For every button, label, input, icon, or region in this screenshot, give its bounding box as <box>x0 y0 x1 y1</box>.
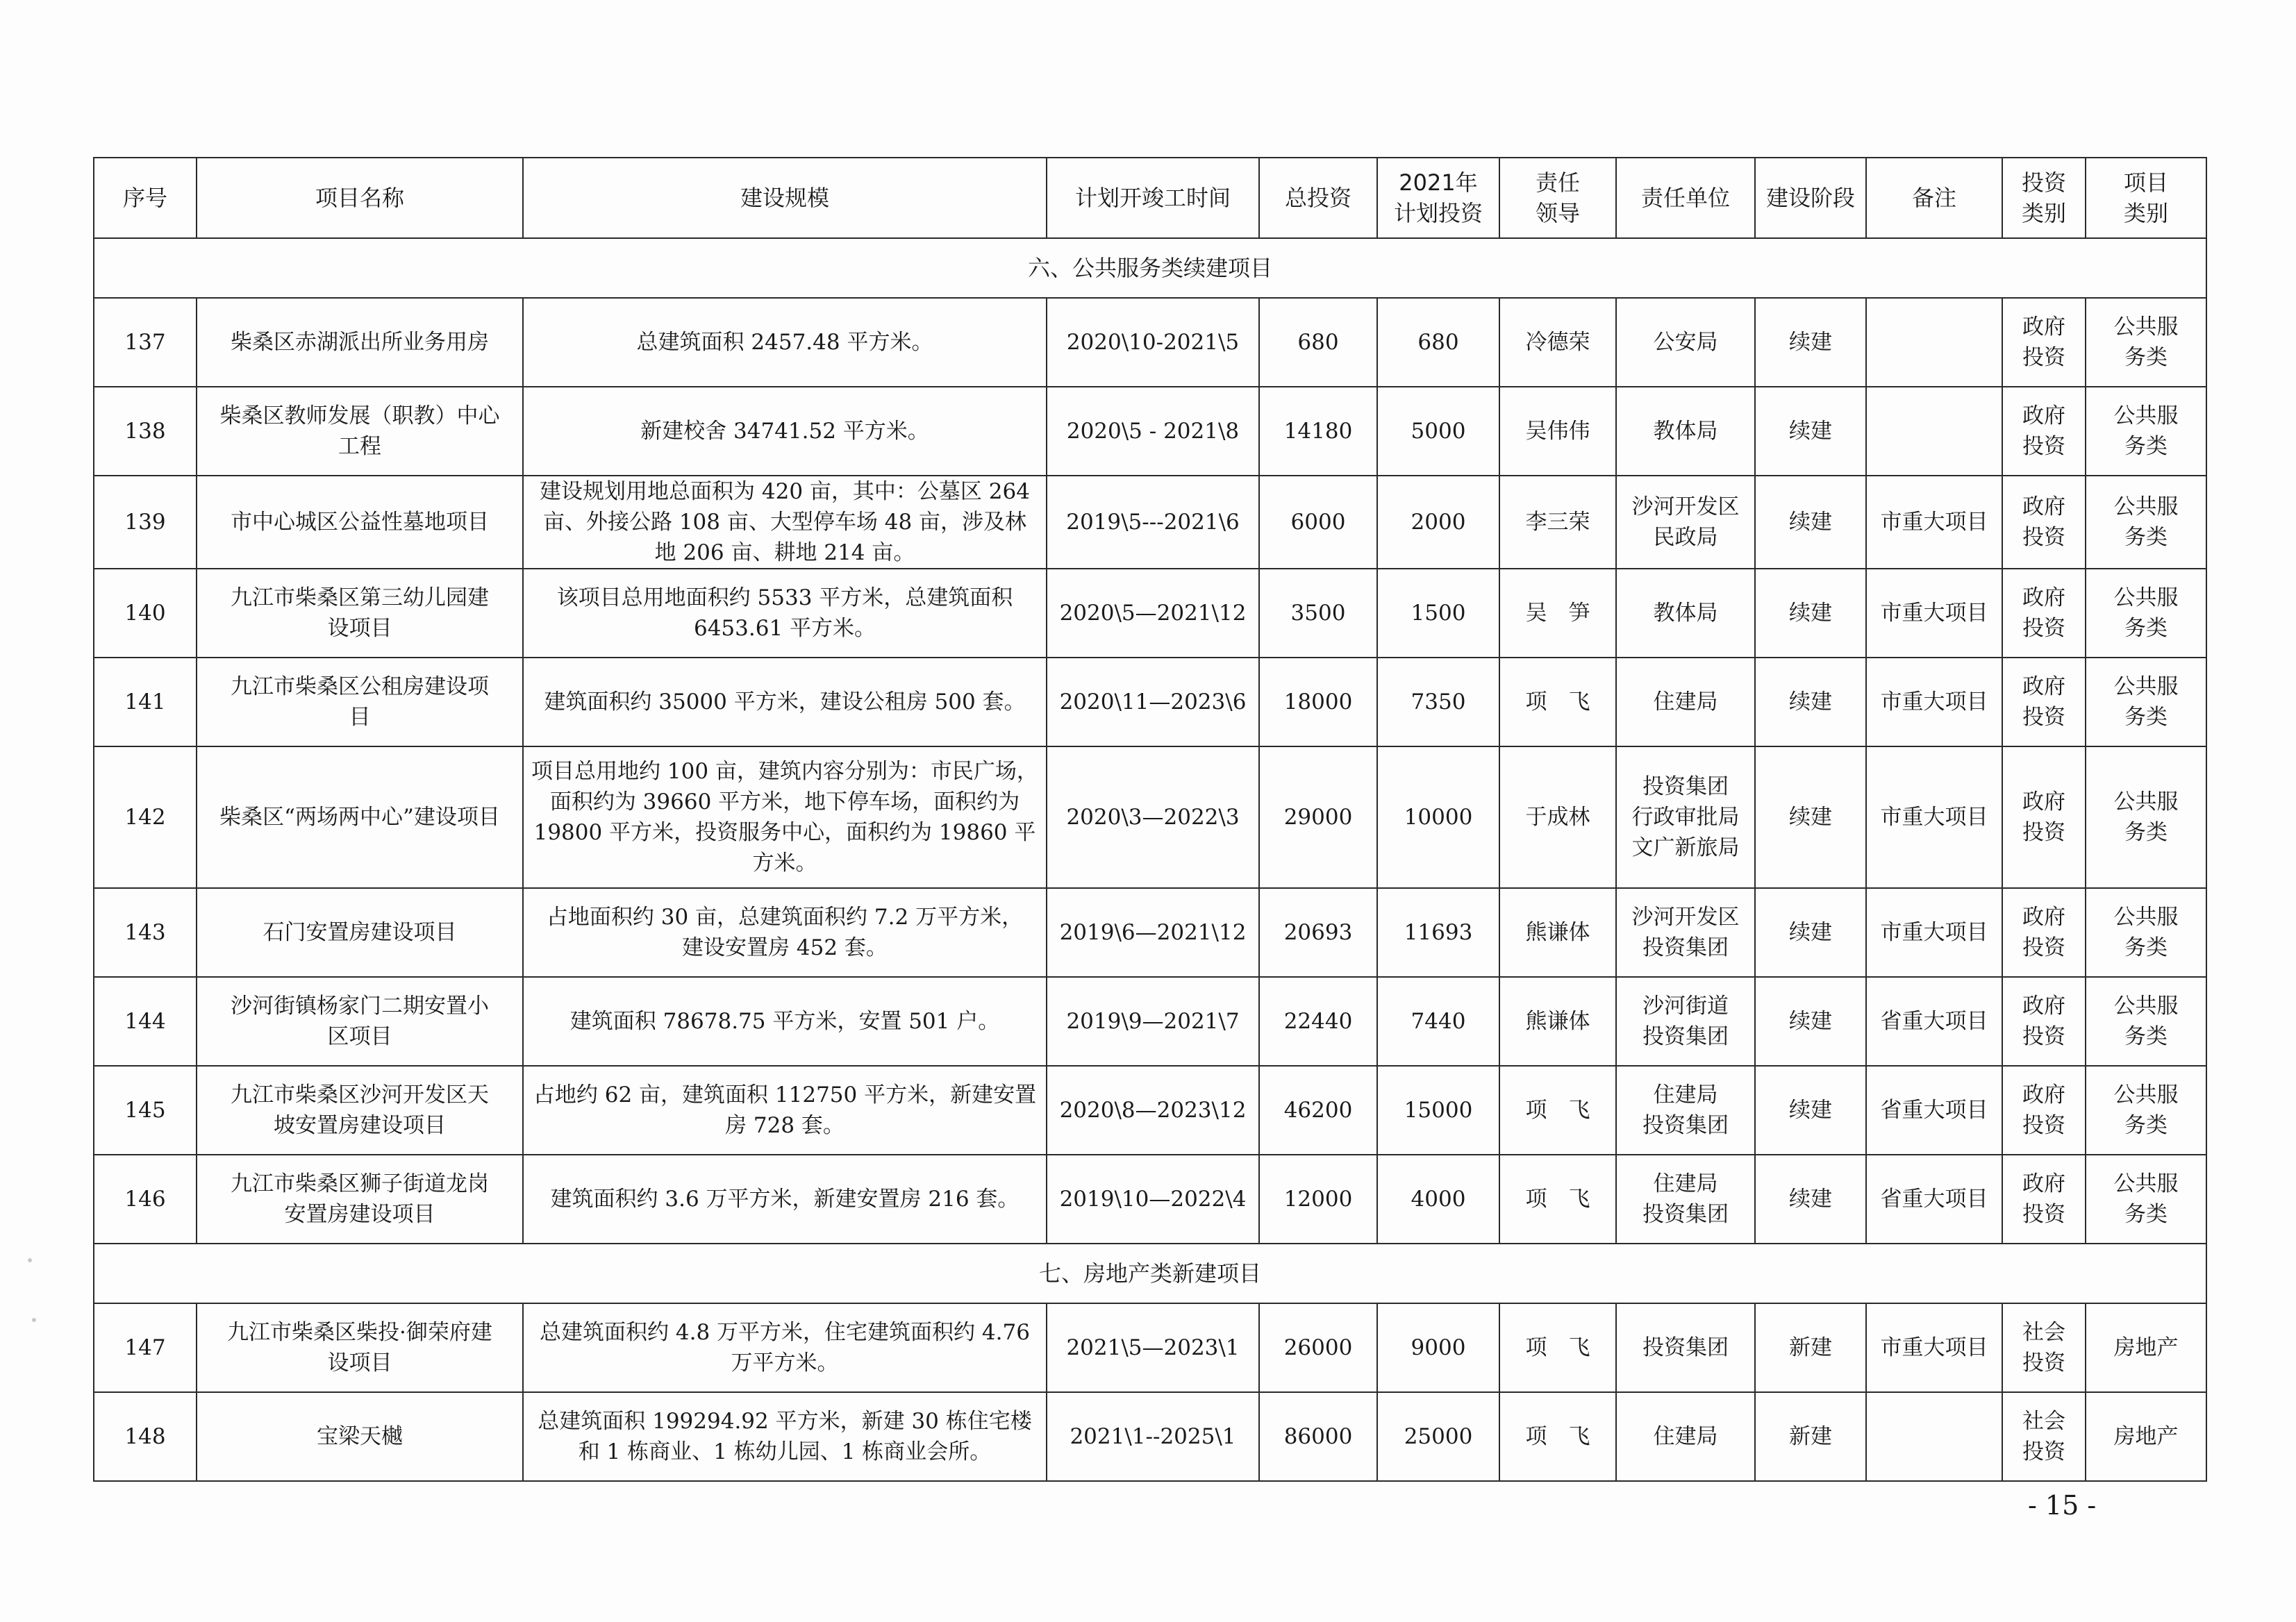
responsible-unit: 公安局 <box>1616 298 1755 387</box>
total-investment: 14180 <box>1259 387 1377 476</box>
responsible-unit: 教体局 <box>1616 569 1755 658</box>
total-investment: 18000 <box>1259 658 1377 746</box>
remark: 省重大项目 <box>1866 1066 2002 1155</box>
table-row <box>94 1392 2206 1481</box>
table-row <box>94 1155 2206 1244</box>
investment-type: 政府 投资 <box>2002 569 2086 658</box>
construction-stage: 续建 <box>1755 746 1866 888</box>
column-header: 备注 <box>1866 158 2002 238</box>
remark <box>1866 1392 2002 1481</box>
construction-stage: 续建 <box>1755 658 1866 746</box>
row-number: 143 <box>94 888 197 977</box>
total-investment: 46200 <box>1259 1066 1377 1155</box>
responsible-leader: 于成林 <box>1499 746 1616 888</box>
investment-type: 政府 投资 <box>2002 476 2086 569</box>
project-type: 房地产 <box>2086 1392 2206 1481</box>
schedule: 2020\5—2021\12 <box>1047 569 1259 658</box>
responsible-unit: 住建局 <box>1616 1392 1755 1481</box>
row-number: 147 <box>94 1303 197 1392</box>
row-number: 138 <box>94 387 197 476</box>
project-name: 沙河街镇杨家门二期安置小 区项目 <box>197 977 523 1066</box>
responsible-unit: 沙河开发区 投资集团 <box>1616 888 1755 977</box>
project-name: 柴桑区“两场两中心”建设项目 <box>197 746 523 888</box>
responsible-unit: 投资集团 行政审批局 文广新旅局 <box>1616 746 1755 888</box>
project-type: 公共服 务类 <box>2086 977 2206 1066</box>
plan-2021: 680 <box>1377 298 1499 387</box>
plan-2021: 2000 <box>1377 476 1499 569</box>
project-name: 柴桑区教师发展（职教）中心 工程 <box>197 387 523 476</box>
construction-scale: 总建筑面积约 4.8 万平方米，住宅建筑面积约 4.76 万平方米。 <box>523 1303 1047 1392</box>
investment-type: 政府 投资 <box>2002 658 2086 746</box>
column-header: 总投资 <box>1259 158 1377 238</box>
remark <box>1866 387 2002 476</box>
plan-2021: 7440 <box>1377 977 1499 1066</box>
remark: 市重大项目 <box>1866 569 2002 658</box>
row-number: 148 <box>94 1392 197 1481</box>
plan-2021: 25000 <box>1377 1392 1499 1481</box>
remark: 市重大项目 <box>1866 888 2002 977</box>
row-number: 146 <box>94 1155 197 1244</box>
project-type: 公共服 务类 <box>2086 569 2206 658</box>
construction-stage: 续建 <box>1755 1155 1866 1244</box>
table-row <box>94 476 2206 569</box>
investment-type: 社会 投资 <box>2002 1303 2086 1392</box>
scan-speck <box>28 1258 32 1262</box>
construction-stage: 续建 <box>1755 476 1866 569</box>
row-number: 140 <box>94 569 197 658</box>
table-row <box>94 658 2206 746</box>
project-name: 柴桑区赤湖派出所业务用房 <box>197 298 523 387</box>
responsible-leader: 熊谦体 <box>1499 977 1616 1066</box>
remark: 省重大项目 <box>1866 1155 2002 1244</box>
schedule: 2020\3—2022\3 <box>1047 746 1259 888</box>
section-row <box>94 1244 2206 1303</box>
table-row <box>94 888 2206 977</box>
plan-2021: 4000 <box>1377 1155 1499 1244</box>
column-header: 责任 领导 <box>1499 158 1616 238</box>
schedule: 2019\10—2022\4 <box>1047 1155 1259 1244</box>
row-number: 144 <box>94 977 197 1066</box>
section-title: 七、房地产类新建项目 <box>94 1244 2206 1303</box>
investment-type: 社会 投资 <box>2002 1392 2086 1481</box>
schedule: 2020\5 - 2021\8 <box>1047 387 1259 476</box>
table-row <box>94 387 2206 476</box>
responsible-unit: 投资集团 <box>1616 1303 1755 1392</box>
table-row <box>94 298 2206 387</box>
plan-2021: 10000 <box>1377 746 1499 888</box>
responsible-unit: 教体局 <box>1616 387 1755 476</box>
total-investment: 12000 <box>1259 1155 1377 1244</box>
construction-stage: 续建 <box>1755 298 1866 387</box>
plan-2021: 1500 <box>1377 569 1499 658</box>
responsible-leader: 熊谦体 <box>1499 888 1616 977</box>
total-investment: 29000 <box>1259 746 1377 888</box>
project-name: 九江市柴桑区第三幼儿园建 设项目 <box>197 569 523 658</box>
schedule: 2021\1--2025\1 <box>1047 1392 1259 1481</box>
responsible-leader: 项 飞 <box>1499 1303 1616 1392</box>
construction-scale: 建筑面积约 3.6 万平方米，新建安置房 216 套。 <box>523 1155 1047 1244</box>
row-number: 137 <box>94 298 197 387</box>
section-title: 六、公共服务类续建项目 <box>94 238 2206 298</box>
remark: 市重大项目 <box>1866 746 2002 888</box>
total-investment: 20693 <box>1259 888 1377 977</box>
remark: 市重大项目 <box>1866 1303 2002 1392</box>
column-header: 项目名称 <box>197 158 523 238</box>
column-header: 计划开竣工时间 <box>1047 158 1259 238</box>
column-header: 建设阶段 <box>1755 158 1866 238</box>
page-number: - 15 - <box>2028 1490 2097 1521</box>
investment-type: 政府 投资 <box>2002 746 2086 888</box>
responsible-leader: 项 飞 <box>1499 658 1616 746</box>
plan-2021: 5000 <box>1377 387 1499 476</box>
construction-stage: 续建 <box>1755 387 1866 476</box>
section-row <box>94 238 2206 298</box>
construction-scale: 占地约 62 亩，建筑面积 112750 平方米，新建安置 房 728 套。 <box>523 1066 1047 1155</box>
remark: 市重大项目 <box>1866 658 2002 746</box>
remark <box>1866 298 2002 387</box>
column-header: 项目 类别 <box>2086 158 2206 238</box>
responsible-unit: 住建局 投资集团 <box>1616 1066 1755 1155</box>
project-name: 市中心城区公益性墓地项目 <box>197 476 523 569</box>
responsible-leader: 项 飞 <box>1499 1066 1616 1155</box>
row-number: 141 <box>94 658 197 746</box>
construction-stage: 新建 <box>1755 1392 1866 1481</box>
construction-scale: 建筑面积约 35000 平方米，建设公租房 500 套。 <box>523 658 1047 746</box>
plan-2021: 15000 <box>1377 1066 1499 1155</box>
scan-speck <box>32 1318 36 1322</box>
column-header: 投资 类别 <box>2002 158 2086 238</box>
total-investment: 86000 <box>1259 1392 1377 1481</box>
schedule: 2020\10-2021\5 <box>1047 298 1259 387</box>
construction-scale: 该项目总用地面积约 5533 平方米，总建筑面积 6453.61 平方米。 <box>523 569 1047 658</box>
responsible-leader: 李三荣 <box>1499 476 1616 569</box>
construction-scale: 新建校舍 34741.52 平方米。 <box>523 387 1047 476</box>
responsible-leader: 吴伟伟 <box>1499 387 1616 476</box>
investment-type: 政府 投资 <box>2002 888 2086 977</box>
schedule: 2019\9—2021\7 <box>1047 977 1259 1066</box>
table-header-row <box>94 158 2206 238</box>
construction-stage: 续建 <box>1755 977 1866 1066</box>
investment-type: 政府 投资 <box>2002 387 2086 476</box>
construction-scale: 总建筑面积 199294.92 平方米，新建 30 栋住宅楼 和 1 栋商业、1 栋幼儿园、1 栋商业会所。 <box>523 1392 1047 1481</box>
column-header: 2021年 计划投资 <box>1377 158 1499 238</box>
row-number: 142 <box>94 746 197 888</box>
project-type: 公共服 务类 <box>2086 746 2206 888</box>
construction-scale: 总建筑面积 2457.48 平方米。 <box>523 298 1047 387</box>
project-name: 宝梁天樾 <box>197 1392 523 1481</box>
project-type: 公共服 务类 <box>2086 387 2206 476</box>
responsible-unit: 住建局 投资集团 <box>1616 1155 1755 1244</box>
project-type: 公共服 务类 <box>2086 1066 2206 1155</box>
construction-scale: 占地面积约 30 亩，总建筑面积约 7.2 万平方米， 建设安置房 452 套。 <box>523 888 1047 977</box>
plan-2021: 7350 <box>1377 658 1499 746</box>
responsible-unit: 住建局 <box>1616 658 1755 746</box>
total-investment: 680 <box>1259 298 1377 387</box>
responsible-unit: 沙河街道 投资集团 <box>1616 977 1755 1066</box>
project-name: 九江市柴桑区柴投·御荣府建 设项目 <box>197 1303 523 1392</box>
construction-stage: 新建 <box>1755 1303 1866 1392</box>
responsible-leader: 项 飞 <box>1499 1155 1616 1244</box>
schedule: 2019\5---2021\6 <box>1047 476 1259 569</box>
investment-type: 政府 投资 <box>2002 1066 2086 1155</box>
remark: 省重大项目 <box>1866 977 2002 1066</box>
schedule: 2020\11—2023\6 <box>1047 658 1259 746</box>
construction-stage: 续建 <box>1755 1066 1866 1155</box>
table-row <box>94 569 2206 658</box>
row-number: 145 <box>94 1066 197 1155</box>
project-type: 公共服 务类 <box>2086 298 2206 387</box>
project-name: 九江市柴桑区公租房建设项 目 <box>197 658 523 746</box>
investment-type: 政府 投资 <box>2002 1155 2086 1244</box>
schedule: 2020\8—2023\12 <box>1047 1066 1259 1155</box>
responsible-leader: 冷德荣 <box>1499 298 1616 387</box>
row-number: 139 <box>94 476 197 569</box>
plan-2021: 9000 <box>1377 1303 1499 1392</box>
column-header: 责任单位 <box>1616 158 1755 238</box>
table-row <box>94 746 2206 888</box>
column-header: 序号 <box>94 158 197 238</box>
total-investment: 3500 <box>1259 569 1377 658</box>
remark: 市重大项目 <box>1866 476 2002 569</box>
investment-type: 政府 投资 <box>2002 298 2086 387</box>
responsible-leader: 吴 笋 <box>1499 569 1616 658</box>
responsible-leader: 项 飞 <box>1499 1392 1616 1481</box>
project-name: 九江市柴桑区沙河开发区天 坡安置房建设项目 <box>197 1066 523 1155</box>
project-type: 公共服 务类 <box>2086 476 2206 569</box>
project-type: 公共服 务类 <box>2086 888 2206 977</box>
total-investment: 6000 <box>1259 476 1377 569</box>
table-row <box>94 977 2206 1066</box>
project-table <box>93 157 2207 1482</box>
plan-2021: 11693 <box>1377 888 1499 977</box>
construction-scale: 建设规划用地总面积为 420 亩，其中：公墓区 264 亩、外接公路 108 亩、大型停车场 48 亩，涉及林 地 206 亩、耕地 214 亩。 <box>523 476 1047 569</box>
column-header: 建设规模 <box>523 158 1047 238</box>
responsible-unit: 沙河开发区 民政局 <box>1616 476 1755 569</box>
project-name: 石门安置房建设项目 <box>197 888 523 977</box>
table-row <box>94 1303 2206 1392</box>
project-name: 九江市柴桑区狮子街道龙岗 安置房建设项目 <box>197 1155 523 1244</box>
project-type: 房地产 <box>2086 1303 2206 1392</box>
construction-scale: 建筑面积 78678.75 平方米，安置 501 户。 <box>523 977 1047 1066</box>
construction-stage: 续建 <box>1755 569 1866 658</box>
construction-stage: 续建 <box>1755 888 1866 977</box>
investment-type: 政府 投资 <box>2002 977 2086 1066</box>
project-type: 公共服 务类 <box>2086 1155 2206 1244</box>
project-type: 公共服 务类 <box>2086 658 2206 746</box>
schedule: 2019\6—2021\12 <box>1047 888 1259 977</box>
table-row <box>94 1066 2206 1155</box>
total-investment: 26000 <box>1259 1303 1377 1392</box>
construction-scale: 项目总用地约 100 亩，建筑内容分别为：市民广场， 面积约为 39660 平方米，地下停车场，面积约为 19800 平方米，投资服务中心，面积约为 19860 平 方米。 <box>523 746 1047 888</box>
schedule: 2021\5—2023\1 <box>1047 1303 1259 1392</box>
total-investment: 22440 <box>1259 977 1377 1066</box>
